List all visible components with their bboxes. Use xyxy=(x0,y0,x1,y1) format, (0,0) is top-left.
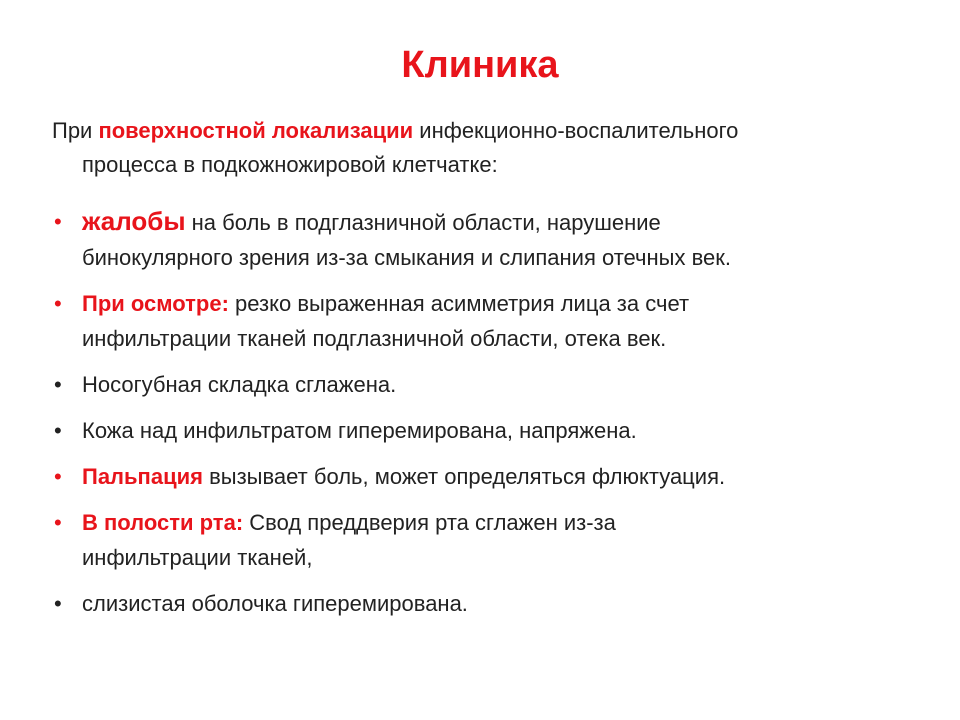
complaints-line1: на боль в подглазничной области, нарушение xyxy=(185,210,661,235)
list-item xyxy=(52,586,932,621)
examination-line1: резко выраженная асимметрия лица за счет xyxy=(228,291,690,316)
intro-rest-line1: инфекционно-воспалительного xyxy=(413,118,739,143)
slide-title: Клиника xyxy=(401,44,559,86)
examination-line2: инфильтрации тканей подглазничной области, отека век. xyxy=(82,326,667,351)
bullet-dot-icon: • xyxy=(54,510,62,535)
bullet-dot-icon: • xyxy=(54,418,62,443)
oral-cavity-line2: инфильтрации тканей, xyxy=(82,545,313,570)
bullet-dot-icon: • xyxy=(54,591,62,616)
complaints-line2: бинокулярного зрения из-за смыкания и слипания отечных век. xyxy=(82,245,731,270)
list-item xyxy=(52,286,932,356)
palpation-line1: вызывает боль, может определяться флюктуация. xyxy=(202,464,726,489)
oral-cavity-line1: Свод преддверия рта сглажен из-за xyxy=(243,510,616,535)
bullet-dot-icon: • xyxy=(54,372,62,397)
intro-lead: При xyxy=(52,118,99,143)
bullet-list xyxy=(52,204,932,632)
list-item xyxy=(52,505,932,575)
examination-highlight: При осмотре: xyxy=(82,291,229,316)
list-item xyxy=(52,204,932,275)
list-item xyxy=(52,413,932,448)
complaints-highlight: жалобы xyxy=(82,206,186,236)
intro-paragraph xyxy=(52,114,932,182)
intro-highlight: поверхностной локализации xyxy=(98,118,414,143)
bullet-dot-icon: • xyxy=(54,464,62,489)
list-item xyxy=(52,367,932,402)
oral-cavity-highlight: В полости рта: xyxy=(82,510,244,535)
nasolabial-text: Носогубная складка сглажена. xyxy=(82,372,397,397)
list-item xyxy=(52,459,932,494)
palpation-highlight: Пальпация xyxy=(82,464,203,489)
skin-text: Кожа над инфильтратом гиперемирована, напряжена. xyxy=(82,418,637,443)
mucosa-text: слизистая оболочка гиперемирована. xyxy=(82,591,468,616)
intro-rest-line2: процесса в подкожножировой клетчатке: xyxy=(82,152,498,177)
bullet-dot-icon: • xyxy=(54,291,62,316)
bullet-dot-icon: • xyxy=(54,209,62,234)
